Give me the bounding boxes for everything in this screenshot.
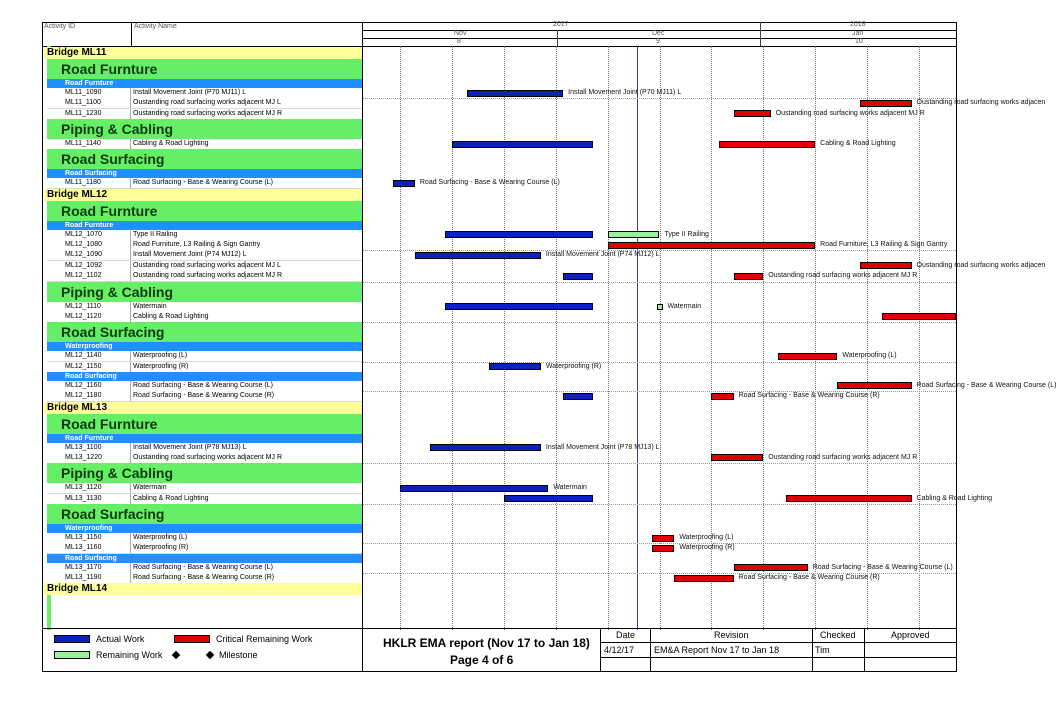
row-gridline xyxy=(363,362,956,363)
subsection-band: Road Furnture xyxy=(47,434,362,443)
activity-name: Cabling & Road Lighting xyxy=(133,312,209,320)
activity-id: ML11_1100 xyxy=(65,99,101,107)
column-separator xyxy=(130,362,131,372)
footer-checked-header: Checked xyxy=(820,630,856,640)
subsection-band: Road Surfacing xyxy=(47,372,362,381)
column-separator xyxy=(130,453,131,463)
section-header: Road Furnture xyxy=(47,201,362,221)
activity-name: Waterproofing (L) xyxy=(133,534,188,541)
section-header: Piping & Cabling xyxy=(47,282,362,302)
activity-row[interactable] xyxy=(47,109,362,120)
bar-label: Install Movement Joint (P74 MJ12) L xyxy=(545,251,660,259)
column-separator xyxy=(130,351,131,361)
legend-actual-swatch xyxy=(54,635,90,643)
bar-label: Waterproofing (L) xyxy=(842,352,897,360)
legend-actual-label: Actual Work xyxy=(96,634,145,644)
activity-name: Road Surfacing - Base & Wearing Course (L) xyxy=(133,179,273,187)
activity-row[interactable] xyxy=(47,573,362,584)
bar-label: Waterproofing (L) xyxy=(679,534,734,541)
activity-name: Watermain xyxy=(133,302,167,310)
activity-name: Road Furniture, L3 Railing & Sign Gantry xyxy=(133,241,261,249)
activity-row[interactable] xyxy=(47,178,362,189)
footer-divider-4 xyxy=(864,628,865,672)
activity-name: Install Movement Joint (P70 MJ11) L xyxy=(133,89,247,96)
header-divider xyxy=(131,22,132,46)
activity-name: Road Surfacing - Base & Wearing Course (L) xyxy=(133,381,273,389)
remaining-milestone-box[interactable] xyxy=(657,304,663,310)
activity-row[interactable] xyxy=(47,98,362,109)
activity-row[interactable] xyxy=(47,312,362,323)
bar-label: Road Surfacing - Base & Wearing Course (L) xyxy=(916,381,1056,389)
bar-label: Cabling & Road Lighting xyxy=(916,494,993,502)
month-label-jan: Jan xyxy=(852,30,864,37)
activity-name: Waterproofing (L) xyxy=(133,352,188,360)
activity-id: ML11_1180 xyxy=(65,179,101,187)
legend-remaining-swatch xyxy=(54,651,90,659)
critical-work-bar[interactable] xyxy=(652,545,674,552)
activity-row[interactable] xyxy=(47,351,362,362)
activity-row[interactable] xyxy=(47,483,362,494)
section-header: Road Surfacing xyxy=(47,149,362,169)
activity-id: ML12_1092 xyxy=(65,261,102,269)
activity-row[interactable] xyxy=(47,453,362,464)
activity-name: Oustanding road surfacing works adjacent MJ R xyxy=(133,272,283,280)
activity-id: ML12_1080 xyxy=(65,241,102,249)
critical-work-bar[interactable] xyxy=(674,575,733,582)
activity-row[interactable] xyxy=(47,533,362,544)
footer-top-line xyxy=(42,628,957,629)
actual-work-bar[interactable] xyxy=(445,303,593,310)
activity-id: ML11_1090 xyxy=(65,89,102,96)
bar-label: Waterproofing (R) xyxy=(545,362,602,370)
critical-work-bar[interactable] xyxy=(734,273,764,280)
bridge-header: Bridge ML12 xyxy=(44,189,362,201)
column-separator xyxy=(130,483,131,493)
activity-id: ML12_1090 xyxy=(65,251,102,259)
bar-label: Waterproofing (R) xyxy=(679,544,735,552)
bar-label: Road Surfacing - Base & Wearing Course (R) xyxy=(738,574,880,582)
activity-id: ML12_1070 xyxy=(65,230,102,238)
activity-name: Install Movement Joint (P74 MJ12) L xyxy=(133,251,247,259)
year-label-2017: 2017 xyxy=(553,21,569,28)
footer-divider-2 xyxy=(650,628,651,672)
actual-work-bar[interactable] xyxy=(489,363,541,370)
activity-row[interactable] xyxy=(47,391,362,402)
activity-name: Waterproofing (R) xyxy=(133,362,189,370)
column-separator xyxy=(130,381,131,391)
row-gridline xyxy=(363,282,956,283)
activity-id: ML13_1220 xyxy=(65,453,102,461)
activity-id: ML12_1110 xyxy=(65,302,101,310)
activity-id: ML12_1120 xyxy=(65,312,102,320)
activity-name: Watermain xyxy=(133,484,167,492)
column-separator xyxy=(130,543,131,553)
activity-name: Road Surfacing - Base & Wearing Course (R) xyxy=(133,392,275,400)
activity-id-header: Activity ID xyxy=(44,23,76,30)
activity-id: ML13_1160 xyxy=(65,544,102,552)
bridge-header: Bridge ML14 xyxy=(44,583,362,595)
page-number: Page 4 of 6 xyxy=(450,653,514,667)
legend-critical-label: Critical Remaining Work xyxy=(216,634,313,644)
week-label-10: 10 xyxy=(855,38,863,45)
column-separator xyxy=(130,443,131,453)
activity-row[interactable] xyxy=(47,302,362,313)
actual-work-bar[interactable] xyxy=(445,231,593,238)
bridge-header: Bridge ML11 xyxy=(44,47,362,59)
footer-revision-header: Revision xyxy=(714,630,749,640)
legend-remaining-label: Remaining Work xyxy=(96,650,163,660)
column-separator xyxy=(130,391,131,401)
critical-work-bar[interactable] xyxy=(882,313,956,320)
actual-work-bar[interactable] xyxy=(452,141,593,148)
activity-name: Oustanding road surfacing works adjacent MJ R xyxy=(133,109,283,117)
bar-label: Road Furniture, L3 Railing & Sign Gantry xyxy=(820,241,948,249)
actual-work-bar[interactable] xyxy=(430,444,541,451)
activity-id: ML13_1150 xyxy=(65,534,102,541)
activity-row[interactable] xyxy=(47,250,362,261)
activity-id: ML13_1120 xyxy=(65,484,102,492)
activity-row[interactable] xyxy=(47,563,362,574)
activity-id: ML12_1102 xyxy=(65,272,102,280)
activity-id: ML12_1180 xyxy=(65,392,102,400)
activity-row[interactable] xyxy=(47,139,362,150)
activity-row[interactable] xyxy=(47,261,362,272)
column-separator xyxy=(130,98,131,108)
report-title: HKLR EMA report (Nov 17 to Jan 18) xyxy=(383,636,590,650)
column-separator xyxy=(130,139,131,149)
actual-work-bar[interactable] xyxy=(467,90,563,97)
column-separator xyxy=(130,109,131,119)
activity-row[interactable] xyxy=(47,230,362,241)
month-label-dec: Dec xyxy=(652,30,665,37)
subsection-band: Road Furnture xyxy=(47,221,362,230)
critical-work-bar[interactable] xyxy=(837,382,911,389)
activity-row[interactable] xyxy=(47,362,362,373)
subsection-band: Waterproofing xyxy=(47,524,362,533)
critical-work-bar[interactable] xyxy=(711,393,733,400)
critical-work-bar[interactable] xyxy=(860,100,912,107)
bar-label: Road Surfacing - Base & Wearing Course (R) xyxy=(738,392,880,400)
critical-work-bar[interactable] xyxy=(734,564,808,571)
year-label-2018: 2018 xyxy=(850,21,866,28)
critical-work-bar[interactable] xyxy=(711,454,763,461)
activity-row[interactable] xyxy=(47,543,362,554)
bar-label: Oustanding road surfacing works adjacen xyxy=(916,99,1046,107)
activity-id: ML11_1230 xyxy=(65,109,102,117)
actual-work-bar[interactable] xyxy=(563,273,593,280)
activity-id: ML13_1130 xyxy=(65,494,102,502)
actual-work-bar[interactable] xyxy=(504,495,593,502)
activity-name: Road Surfacing - Base & Wearing Course (R) xyxy=(133,574,275,582)
activity-id: ML13_1100 xyxy=(65,443,102,451)
activity-row[interactable] xyxy=(47,494,362,505)
actual-work-bar[interactable] xyxy=(415,252,541,259)
column-separator xyxy=(130,250,131,260)
activity-name-header: Activity Name xyxy=(134,23,177,30)
column-separator xyxy=(130,533,131,543)
footer-row-line-2 xyxy=(600,657,957,658)
activity-id: ML12_1160 xyxy=(65,381,102,389)
activity-name: Cabling & Road Lighting xyxy=(133,494,209,502)
section-header: Road Surfacing xyxy=(47,504,362,524)
column-separator xyxy=(130,261,131,271)
bar-label: Road Surfacing - Base & Wearing Course (L) xyxy=(419,179,560,187)
week-label-8: 8 xyxy=(457,38,461,45)
column-separator xyxy=(130,178,131,188)
bar-label: Type II Railing xyxy=(664,230,709,238)
bar-label: Install Movement Joint (P70 MJ11) L xyxy=(568,89,682,96)
activity-id: ML13_1170 xyxy=(65,563,102,571)
subsection-band: Road Surfacing xyxy=(47,169,362,178)
footer-divider-3 xyxy=(812,628,813,672)
bar-label: Oustanding road surfacing works adjacent MJ R xyxy=(768,453,918,461)
column-separator xyxy=(130,88,131,98)
critical-work-bar[interactable] xyxy=(734,110,771,117)
month-divider-dec xyxy=(557,30,558,46)
footer-date-header: Date xyxy=(616,630,636,640)
subsection-band: Road Surfacing xyxy=(47,554,362,563)
section-header: Road Furnture xyxy=(47,59,362,79)
activity-row[interactable] xyxy=(47,381,362,392)
row-gridline xyxy=(363,322,956,323)
activity-name: Waterproofing (R) xyxy=(133,544,189,552)
activity-row[interactable] xyxy=(47,271,362,282)
bar-label: Road Surfacing - Base & Wearing Course (L) xyxy=(812,563,953,571)
actual-work-bar[interactable] xyxy=(563,393,593,400)
section-header: Piping & Cabling xyxy=(47,119,362,139)
row-gridline xyxy=(363,463,956,464)
activity-id: ML13_1190 xyxy=(65,574,102,582)
activity-id: ML11_1140 xyxy=(65,140,101,148)
section-header: Road Furnture xyxy=(47,414,362,434)
critical-work-bar[interactable] xyxy=(778,353,837,360)
activity-name: Install Movement Joint (P78 MJ13) L xyxy=(133,443,247,451)
activity-id: ML12_1140 xyxy=(65,352,102,360)
footer-date-value: 4/12/17 xyxy=(604,645,635,655)
actual-work-bar[interactable] xyxy=(393,180,415,187)
bar-label: Cabling & Road Lighting xyxy=(820,140,896,148)
section-header: Road Surfacing xyxy=(47,322,362,342)
footer-divider-1 xyxy=(600,628,601,672)
remaining-work-bar[interactable] xyxy=(608,231,660,238)
activity-name: Oustanding road surfacing works adjacent MJ L xyxy=(133,261,281,269)
year-divider xyxy=(760,22,761,46)
column-separator xyxy=(130,494,131,504)
row-gridline xyxy=(363,504,956,505)
activity-row[interactable] xyxy=(47,240,362,251)
footer-row-line-1 xyxy=(600,642,957,643)
critical-work-bar[interactable] xyxy=(652,535,674,542)
activity-row[interactable] xyxy=(47,88,362,99)
bar-label: Watermain xyxy=(553,484,587,492)
activity-name: Oustanding road surfacing works adjacent MJ R xyxy=(133,453,283,461)
bar-label: Watermain xyxy=(667,302,702,310)
activity-id: ML12_1150 xyxy=(65,362,102,370)
bar-label: Install Movement Joint (P78 MJ13) L xyxy=(545,443,660,451)
bar-label: Oustanding road surfacing works adjacent MJ R xyxy=(775,109,925,117)
month-label-nov: Nov xyxy=(454,30,467,37)
activity-name: Type II Railing xyxy=(133,230,178,238)
legend-milestone-label: Milestone xyxy=(219,650,258,660)
bridge-header: Bridge ML13 xyxy=(44,402,362,414)
week-label-9: 9 xyxy=(656,38,660,45)
section-header: Piping & Cabling xyxy=(47,463,362,483)
activity-name: Oustanding road surfacing works adjacent MJ L xyxy=(133,99,281,107)
column-separator xyxy=(130,312,131,322)
activity-name: Cabling & Road Lighting xyxy=(133,140,209,148)
critical-work-bar[interactable] xyxy=(608,242,816,249)
critical-work-bar[interactable] xyxy=(786,495,912,502)
footer-checked-value: Tim xyxy=(815,645,830,655)
column-separator xyxy=(130,573,131,583)
column-separator xyxy=(130,230,131,240)
activity-row[interactable] xyxy=(47,443,362,454)
activity-name: Road Surfacing - Base & Wearing Course (L) xyxy=(133,563,273,571)
critical-work-bar[interactable] xyxy=(860,262,912,269)
critical-work-bar[interactable] xyxy=(719,141,815,148)
actual-work-bar[interactable] xyxy=(400,485,548,492)
subsection-band: Road Furnture xyxy=(47,79,362,88)
column-separator xyxy=(130,302,131,312)
bar-label: Oustanding road surfacing works adjacent MJ R xyxy=(768,272,918,280)
column-separator xyxy=(130,271,131,281)
bar-label: Oustanding road surfacing works adjacen xyxy=(916,261,1046,269)
footer-approved-header: Approved xyxy=(891,630,930,640)
chart-divider xyxy=(362,22,363,672)
footer-revision-value: EM&A Report Nov 17 to Jan 18 xyxy=(654,645,780,655)
column-separator xyxy=(130,563,131,573)
column-separator xyxy=(130,240,131,250)
subsection-band: Waterproofing xyxy=(47,342,362,351)
legend-critical-swatch xyxy=(174,635,210,643)
